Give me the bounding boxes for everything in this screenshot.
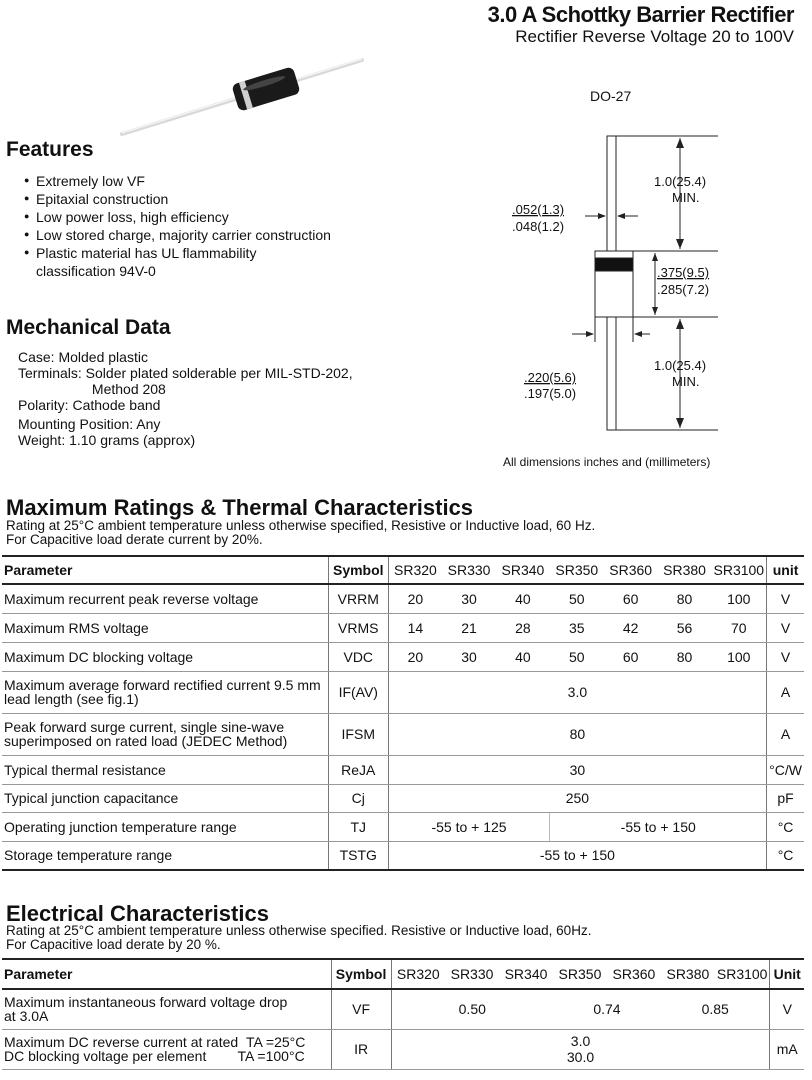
lead-len-top-label: 1.0(25.4) (654, 174, 707, 189)
col-header: Symbol (331, 959, 391, 989)
col-header: Parameter (2, 556, 328, 584)
ratings-heading: Maximum Ratings & Thermal Characteristics (6, 495, 474, 520)
value-cell: 250 (388, 784, 766, 812)
col-header: SR330 (442, 556, 496, 584)
value-cell: 50 (550, 642, 604, 671)
table-row (2, 584, 804, 613)
col-header: SR320 (388, 556, 442, 584)
diode-image (116, 52, 366, 142)
symbol-cell: TSTG (328, 841, 388, 870)
value-cell: 0.74 (553, 989, 661, 1029)
param-line: Maximum instantaneous forward voltage drop (4, 994, 288, 1011)
unit-cell: V (770, 989, 804, 1029)
col-header: unit (767, 556, 804, 584)
electrical-heading: Electrical Characteristics (6, 901, 269, 926)
unit-cell: mA (770, 1029, 804, 1069)
symbol-cell: TJ (328, 812, 388, 841)
features-heading: Features (6, 138, 94, 161)
mech-line: Polarity: Cathode band (18, 397, 161, 413)
value-cell: 80 (658, 642, 712, 671)
mechanical-data (18, 349, 353, 448)
table-row (2, 812, 804, 841)
value-cell: -55 to + 150 (388, 841, 766, 870)
col-header: SR320 (391, 959, 445, 989)
param-line (4, 1035, 329, 1049)
unit-cell: V (767, 642, 804, 671)
table-row (2, 989, 804, 1029)
condition-text: TA =25°C (245, 1034, 306, 1050)
col-header: Unit (770, 959, 804, 989)
table-row (2, 671, 804, 713)
symbol-cell: IFSM (328, 713, 388, 755)
unit-cell: V (767, 613, 804, 642)
col-header: SR3100 (715, 959, 770, 989)
ratings-table (2, 555, 804, 871)
mech-line: Case: Molded plastic (18, 349, 148, 365)
param-cell: Typical thermal resistance (2, 755, 328, 784)
value-cell: 100 (712, 642, 767, 671)
unit-cell: pF (767, 784, 804, 812)
col-header: Parameter (2, 959, 331, 989)
value-cell: 42 (604, 613, 658, 642)
value-cell: 35 (550, 613, 604, 642)
param-text: Maximum DC reverse current at rated (4, 1034, 239, 1050)
value-cell: 70 (712, 613, 767, 642)
table-header-row (2, 959, 804, 989)
value-cell: 30 (388, 755, 766, 784)
body-dia-min-label: .197(5.0) (524, 386, 577, 401)
table-row (2, 755, 804, 784)
unit-cell: A (767, 671, 804, 713)
param-cell: Maximum RMS voltage (2, 613, 328, 642)
mechanical-heading: Mechanical Data (6, 316, 171, 339)
lead-dia-min-label: .048(1.2) (512, 219, 565, 234)
param-cell (2, 1029, 331, 1069)
param-cell: Maximum average forward rectified current 9.5 mm lead length (see fig.1) (2, 671, 328, 713)
ratings-note-2: For Capacitive load derate current by 20%. (6, 532, 263, 547)
mech-line: Mounting Position: Any (18, 416, 161, 432)
value-cell: 30 (442, 642, 496, 671)
symbol-cell: VRRM (328, 584, 388, 613)
symbol-cell: IF(AV) (328, 671, 388, 713)
col-header: Symbol (328, 556, 388, 584)
param-cell: Storage temperature range (2, 841, 328, 870)
unit-cell: °C (767, 812, 804, 841)
value-cell: 28 (496, 613, 550, 642)
body-len-min-label: .285(7.2) (657, 282, 710, 297)
value-cell: 56 (658, 613, 712, 642)
table-row (2, 642, 804, 671)
value-cell: 20 (388, 642, 442, 671)
value-cell (391, 1029, 770, 1069)
param-cell: Peak forward surge current, single sine-wave superimposed on rated load (JEDEC Method) (2, 713, 328, 755)
col-header: SR360 (607, 959, 661, 989)
param-line: at 3.0A (4, 1008, 49, 1025)
table-header-row (2, 556, 804, 584)
lead-len-bot-label: 1.0(25.4) (654, 358, 707, 373)
package-outline-drawing (500, 120, 740, 440)
table-row (2, 1029, 804, 1069)
mech-line: Terminals: Solder plated solderable per MIL-STD-202, (18, 365, 353, 381)
table-row (2, 713, 804, 755)
lead-dia-max-label: .052(1.3) (512, 202, 565, 217)
value-cell: 60 (604, 584, 658, 613)
ratings-note-1: Rating at 25°C ambient temperature unless otherwise specified, Resistive or Inductive load, 60 Hz. (6, 518, 596, 533)
value-line: 3.0 (570, 1033, 591, 1049)
table-row (2, 613, 804, 642)
table-row (2, 841, 804, 870)
col-header: SR3100 (712, 556, 767, 584)
lead-len-top-min-label: MIN. (672, 190, 700, 205)
electrical-note-1: Rating at 25°C ambient temperature unless otherwise specified. Resistive or Inductive load, 60Hz. (6, 923, 592, 938)
symbol-cell: VRMS (328, 613, 388, 642)
param-cell: Maximum recurrent peak reverse voltage (2, 584, 328, 613)
symbol-cell: Cj (328, 784, 388, 812)
param-cell: Maximum DC blocking voltage (2, 642, 328, 671)
features-list (24, 172, 331, 280)
table-row (2, 784, 804, 812)
document-title-block (488, 2, 794, 46)
value-cell: 21 (442, 613, 496, 642)
value-cell: 50 (550, 584, 604, 613)
condition-text: TA =100°C (237, 1048, 305, 1064)
value-cell: 3.0 (388, 671, 766, 713)
col-header: SR340 (499, 959, 553, 989)
col-header: SR360 (604, 556, 658, 584)
value-cell: 14 (388, 613, 442, 642)
param-cell: Typical junction capacitance (2, 784, 328, 812)
mech-line: Weight: 1.10 grams (approx) (18, 432, 196, 448)
document-subtitle: Rectifier Reverse Voltage 20 to 100V (515, 27, 794, 46)
symbol-cell: ReJA (328, 755, 388, 784)
feature-item: ● Plastic material has UL flammability classification 94V-0 (24, 244, 284, 280)
unit-cell: A (767, 713, 804, 755)
symbol-cell: IR (331, 1029, 391, 1069)
unit-cell: °C/W (767, 755, 804, 784)
feature-item: ● Extremely low VF (24, 172, 331, 190)
col-header: SR330 (445, 959, 499, 989)
value-cell: 60 (604, 642, 658, 671)
symbol-cell: VDC (328, 642, 388, 671)
electrical-table (2, 958, 804, 1070)
unit-cell: V (767, 584, 804, 613)
lead-len-bot-min-label: MIN. (672, 374, 700, 389)
col-header: SR350 (550, 556, 604, 584)
param-text: DC blocking voltage per element (4, 1048, 207, 1064)
electrical-note-2: For Capacitive load derate by 20 %. (6, 937, 221, 952)
mech-line: Method 208 (18, 381, 166, 397)
col-header: SR350 (553, 959, 607, 989)
body-dia-max-label: .220(5.6) (524, 370, 577, 385)
param-line (4, 1049, 329, 1063)
value-cell: 30 (442, 584, 496, 613)
value-cell: -55 to + 150 (550, 812, 767, 841)
value-line: 30.0 (566, 1049, 595, 1065)
col-header: SR380 (658, 556, 712, 584)
document-title: 3.0 A Schottky Barrier Rectifier (487, 2, 794, 27)
dimensions-note: All dimensions inches and (millimeters) (503, 455, 711, 469)
package-name: DO-27 (590, 88, 632, 104)
value-cell: 20 (388, 584, 442, 613)
body-len-max-label: .375(9.5) (657, 265, 710, 280)
param-cell: Operating junction temperature range (2, 812, 328, 841)
symbol-cell: VF (331, 989, 391, 1029)
feature-item: ● Low power loss, high efficiency (24, 208, 331, 226)
feature-item: ● Epitaxial construction (24, 190, 331, 208)
value-cell: 100 (712, 584, 767, 613)
value-cell: 40 (496, 584, 550, 613)
value-cell: 80 (388, 713, 766, 755)
value-cell: 80 (658, 584, 712, 613)
col-header: SR380 (661, 959, 715, 989)
param-cell (2, 989, 331, 1029)
unit-cell: °C (767, 841, 804, 870)
value-cell: 40 (496, 642, 550, 671)
col-header: SR340 (496, 556, 550, 584)
value-cell: 0.85 (661, 989, 770, 1029)
feature-item: ● Low stored charge, majority carrier construction (24, 226, 331, 244)
value-cell: 0.50 (391, 989, 553, 1029)
value-cell: -55 to + 125 (388, 812, 550, 841)
